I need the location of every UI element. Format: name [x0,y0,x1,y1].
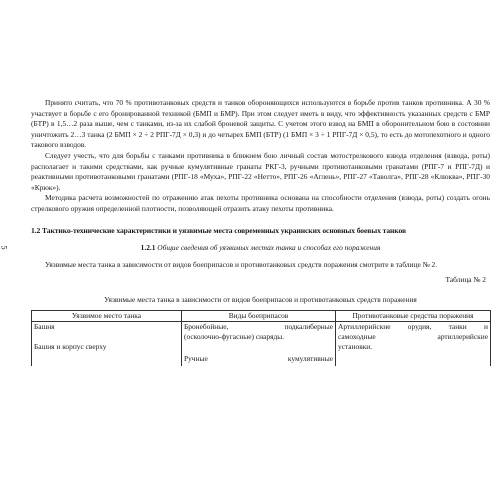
cell-line: Башня и корпус сверху [34,342,107,352]
table-header-cell: Виды боеприпасов [182,311,336,322]
paragraph-2: Следует учесть, что для борьбы с танками противника в ближнем бою личный состав мотострелкового взвода отделения (взвода, роты) располагает и такими средствами, как ручные кумулятивные гранаты РКГ-3, ручными противотанковыми гранатами (РПГ-7 и РПГ-7Д) и реактивными противотанковыми гранатами (РПГ-18 «Муха», РПГ-22 «Нетто», РПГ-26 «Аглень», РПГ-27 «Таволга», РПГ-28 «Клюква», РПГ-30 «Крюк»). [31,150,490,192]
intro-paragraph: Уязвимые места танка в зависимости от видов боеприпасов и противотанковых средств поражения смотрите в таблице № 2. [45,259,438,269]
cell-line: Бронебойные, подкалиберные [184,322,333,332]
cell-line: самоходные артиллерийские [338,332,488,342]
cell-line: Ручные кумулятивные [184,354,333,364]
table-title: Уязвимые места танка в зависимости от видов боеприпасов и противотанковых средств поражения [104,295,417,305]
cell-line: (осколочно-фугасные) снаряды. [184,332,285,342]
table-header-cell: Противотанковые средства поражения [336,311,491,322]
table-cell [32,322,182,367]
cell-line: Артиллерийские орудия, танки и [338,322,488,332]
cell-line: установки. [338,342,373,352]
table-header-row [32,311,491,322]
section-heading: 1.2 Тактико-технические характеристики и уязвимые места современных украинских основных боевых танков [31,225,406,235]
table-cell [182,322,336,367]
subsection-title: Общие сведения об уязвимых местах танка и способах его поражения [157,242,381,252]
document-body [31,98,490,366]
page-number: 5 [0,245,9,250]
table-cell [336,322,491,367]
paragraph-3: Методика расчета возможностей по отражению атак пехоты противника основана на способности отделения (взвода, роты) создать огонь стрелкового оружия определенной плотности, позволяющей отразить атаку пехоты противника. [31,193,490,213]
cell-line: Башня [34,322,55,332]
table-header-cell: Уязвимое место танка [32,311,182,322]
vulnerability-table [31,310,491,366]
subsection-heading [31,242,490,253]
table-label: Таблица № 2 [445,275,486,285]
table-row [32,322,491,367]
paragraph-1: Принято считать, что 70 % противотанковых средств и танков обороняющихся используются в борьбе против танков противника. А 30 % участвует в борьбе с его бронированной техникой (БМП и БМР). При этом следует иметь в виду, что эффективность указанных средств с БМР (БТР) в 1,5…2 раза выше, чем с танками, из-за их слабой броневой защиты. С учетом этого взвод на БМП в оборонительном бою в состоянии уничтожить 2…3 танка (2 БМП × 2 ÷ 2 РПГ-7Д × 0,3) и до четырех БМП (БТР) (1 БМП × 3 ÷ 1 РПГ-7Д × 0,5), то есть до мотопехотного и одного такового взводов. [31,98,490,150]
subsection-number: 1.2.1 [140,242,156,252]
